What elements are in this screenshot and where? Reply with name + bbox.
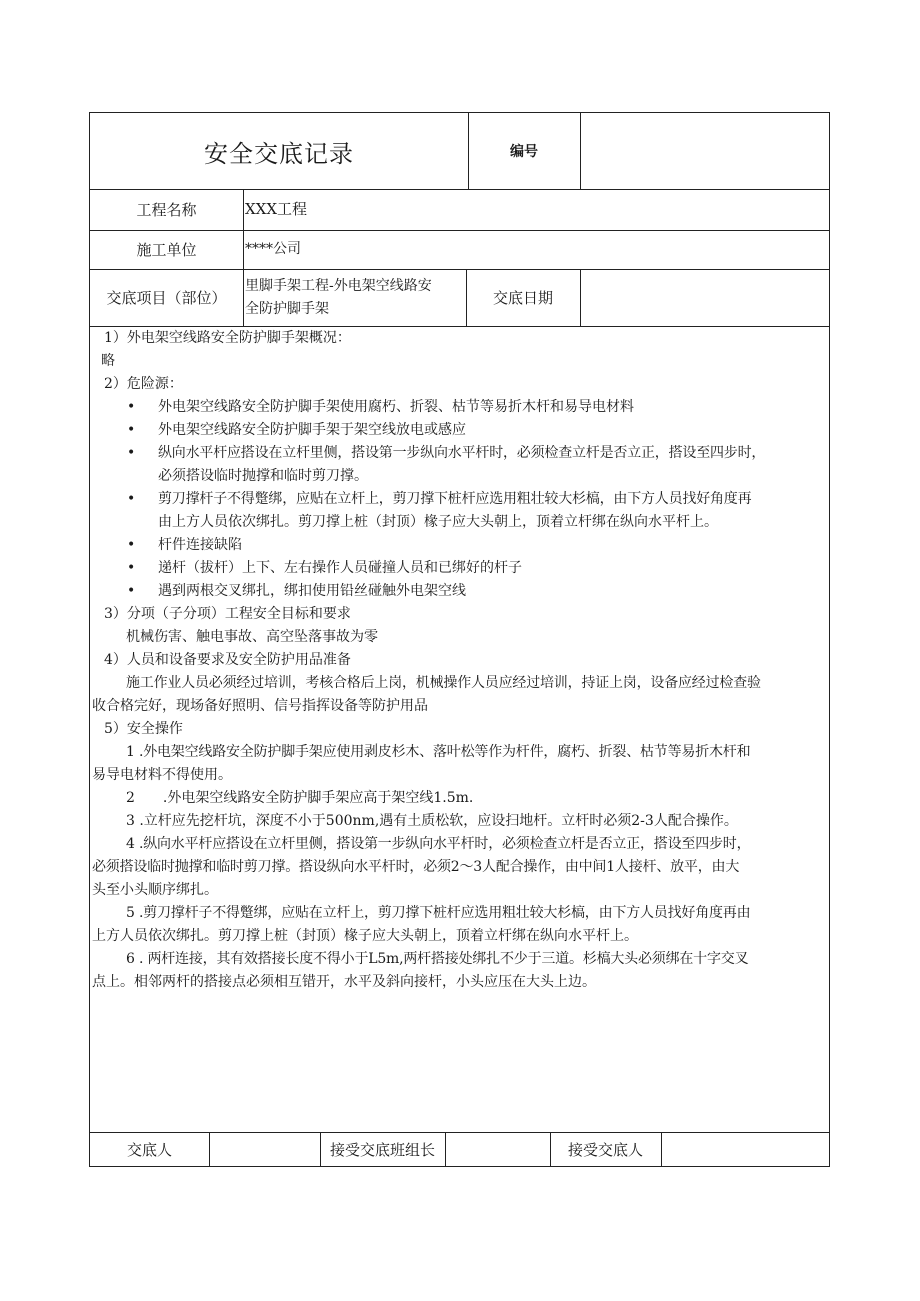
bullet-icon: • bbox=[127, 422, 136, 438]
operation-item: 4 .纵向水平杆应搭设在立杆里侧，搭设第一步纵向水平杆时，必须检查立杆是否立正，搭设至四步时， bbox=[126, 836, 751, 852]
operation-item-cont: 易导电材料不得使用。 bbox=[92, 767, 232, 783]
operation-item-cont: 点上。相邻两杆的搭接点必须相互错开，水平及斜向接杆，小头应压在大头上边。 bbox=[92, 974, 596, 990]
section-title: 5）安全操作 bbox=[104, 721, 183, 737]
operation-item: 1 .外电架空线路安全防护脚手架应使用剥皮杉木、落叶松等作为杆件，腐朽、折裂、枯节等易折木杆和 bbox=[126, 744, 751, 760]
hazard-item: • 外电架空线路安全防护脚手架于架空线放电或感应 bbox=[90, 419, 829, 442]
operation-item: 6 . 两杆连接，其有效搭接长度不得小于L5m,两杆搭接处绑扎不少于三道。杉槁大头必须绑在十字交叉 bbox=[126, 951, 749, 967]
section-title: 3）分项（子分项）工程安全目标和要求 bbox=[104, 606, 351, 622]
discloser-signature[interactable] bbox=[209, 1132, 320, 1167]
operation-item-cont: 头至小头顺序绑扎。 bbox=[92, 882, 218, 898]
number-label: 编号 bbox=[510, 144, 538, 160]
date-value[interactable] bbox=[580, 269, 829, 326]
hazard-item: • 遇到两根交叉绑扎，绑扣使用铅丝碰触外电架空线 bbox=[90, 580, 829, 603]
bullet-icon: • bbox=[127, 537, 136, 553]
bullet-icon: • bbox=[127, 399, 136, 415]
section-text: 略 bbox=[101, 353, 115, 369]
section-text: 收合格完好，现场备好照明、信号指挥设备等防护用品 bbox=[92, 698, 428, 714]
hazard-item-cont: 必须搭设临时抛撑和临时剪刀撑。 bbox=[158, 468, 368, 484]
item-value[interactable] bbox=[243, 269, 466, 326]
item-value-line: 全防护脚手架 bbox=[245, 300, 329, 317]
hazard-item: • 剪刀撑杆子不得蹩绑，应贴在立杆上，剪刀撑下桩杆应选用粗壮较大杉槁，由下方人员找好角度再 bbox=[90, 488, 829, 511]
bullet-icon: • bbox=[127, 583, 136, 599]
section-text: 机械伤害、触电事故、高空坠落事故为零 bbox=[126, 629, 378, 645]
hazard-item: • 纵向水平杆应搭设在立杆里侧，搭设第一步纵向水平杆时，必须检查立杆是否立正，搭设至四步时， bbox=[90, 442, 829, 465]
contractor-label: 施工单位 bbox=[136, 241, 197, 259]
hazard-item-cont: 由上方人员依次绑扎。剪刀撑上桩（封顶）椽子应大头朝上，顶着立杆绑在纵向水平杆上。 bbox=[158, 514, 718, 530]
safety-disclosure-form bbox=[89, 112, 830, 1167]
hazard-item: • 外电架空线路安全防护脚手架使用腐朽、折裂、枯节等易折木杆和易导电材料 bbox=[90, 396, 829, 419]
hazard-item: • 递杆（拔杆）上下、左右操作人员碰撞人员和已绑好的杆子 bbox=[90, 557, 829, 580]
hazard-item: • 杆件连接缺陷 bbox=[90, 534, 829, 557]
section-title: 2）危险源： bbox=[104, 376, 183, 392]
operation-item-cont: 必须搭设临时抛撑和临时剪刀撑。搭设纵向水平杆时，必须2～3人配合操作，由中间1人接杆、放平，由大 bbox=[92, 859, 740, 875]
operation-item-cont: 上方人员依次绑扎。剪刀撑上桩（封顶）椽子应大头朝上，顶着立杆绑在纵向水平杆上。 bbox=[92, 928, 638, 944]
contractor-value[interactable]: ****公司 bbox=[245, 241, 301, 257]
team-leader-label: 接受交底班组长 bbox=[329, 1141, 435, 1159]
project-name-value[interactable]: XXX工程 bbox=[245, 200, 308, 218]
number-value[interactable] bbox=[580, 113, 829, 189]
team-leader-signature[interactable] bbox=[445, 1132, 550, 1167]
item-value-line: 里脚手架工程-外电架空线路安 bbox=[245, 277, 432, 294]
date-label: 交底日期 bbox=[492, 289, 553, 307]
bullet-icon: • bbox=[127, 445, 136, 461]
section-title: 1）外电架空线路安全防护脚手架概况： bbox=[104, 330, 351, 346]
receiver-signature[interactable] bbox=[661, 1132, 829, 1167]
discloser-label: 交底人 bbox=[126, 1141, 172, 1159]
receiver-label: 接受交底人 bbox=[567, 1141, 643, 1159]
bullet-icon: • bbox=[127, 491, 136, 507]
operation-item: 5 .剪刀撑杆子不得蹩绑，应贴在立杆上，剪刀撑下桩杆应选用粗壮较大杉槁，由下方人员找好角度再由 bbox=[126, 905, 751, 921]
form-title: 安全交底记录 bbox=[204, 139, 354, 168]
section-title: 4）人员和设备要求及安全防护用品准备 bbox=[104, 652, 351, 668]
item-label: 交底项目（部位） bbox=[106, 289, 227, 307]
bullet-icon: • bbox=[127, 560, 136, 576]
operation-item: 3 .立杆应先挖杆坑，深度不小于500nm,遇有土质松软，应设扫地杆。立杆时必须2-3人配合操作。 bbox=[126, 813, 738, 829]
operation-item: 2 .外电架空线路安全防护脚手架应高于架空线1.5m. bbox=[126, 790, 474, 806]
section-text: 施工作业人员必须经过培训，考核合格后上岗，机械操作人员应经过培训，持证上岗，设备应经过检查验 bbox=[126, 675, 761, 691]
disclosure-content bbox=[90, 327, 829, 994]
project-name-label: 工程名称 bbox=[136, 201, 197, 219]
